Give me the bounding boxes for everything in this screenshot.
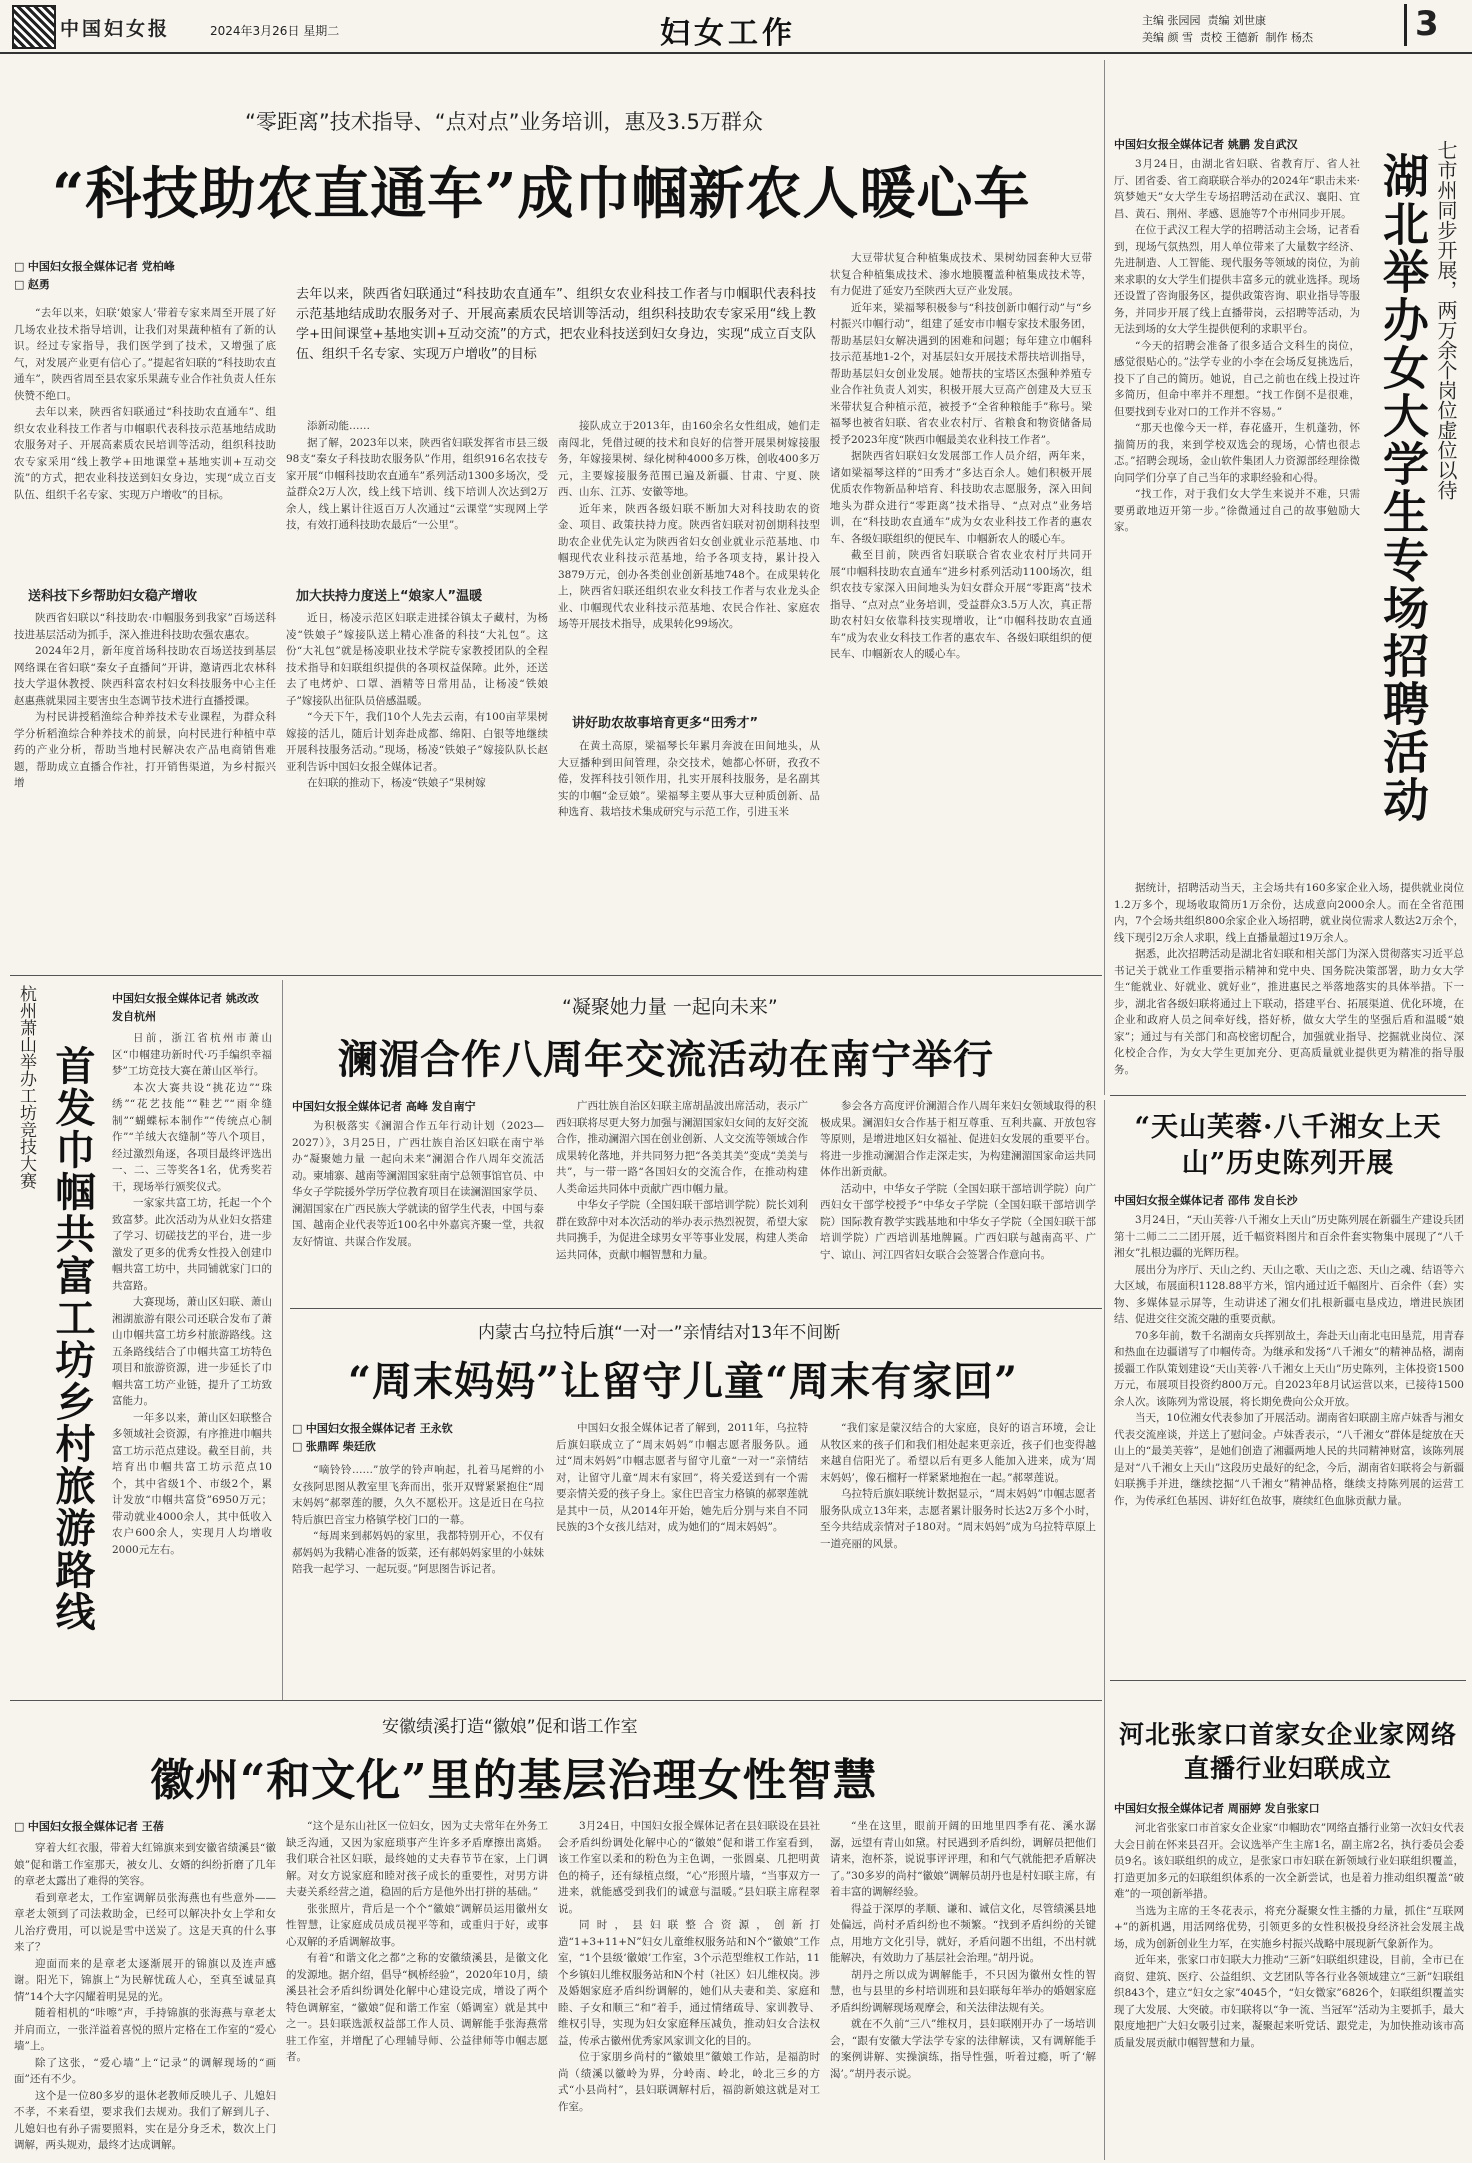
a7-kicker: 安徽绩溪打造“徽娘”促和谐工作室 [382, 1717, 638, 1737]
a1-col4: 大豆带状复合种植集成技术、果树幼园套种大豆带状复合种植集成技术、渗水地膜覆盖种植集成技术等，有力促进了延安乃至陕西大豆产业发展。 近年来，梁福琴积极参与“科技创新巾帼行动”与“乡村振兴巾帼行动”，组建了延安市巾帼专家技术服务团，帮助基层妇女解决遇到的困难和问题；每年建立巾帼科技示范基地1-2个，对基层妇女开展技术帮扶培训指导，帮助基层妇女创业发展。她帮扶的宝塔区杰强种养殖专业合作社负责人刘实，积极开展大豆高产创建及大豆玉米带状复合种植示范，被授予“全省种粮能手”称号。梁福琴也被省妇联、省农业农村厅、省粮食和物资储备局授予2023年度“陕西巾帼最美农业科技工作者”。 据陕西省妇联妇女发展部工作人员介绍，两年来，诸如梁福琴这样的“田秀才”多达百余人。她们积极开展优质农作物新品种培育、科技助农志愿服务，深入田间地头为群众进行“零距离”技术指导、“点对点”业务培训，在“科技助农直通车”成为女农业科技工作者的惠农车、各级妇联组织的便民车、巾帼新农人的暖心车。 截至目前，陕西省妇联联合省农业农村厅共同开展“巾帼科技助农直通车”进乡村系列活动1100场次，组织农技专家深入田间地头为妇女群众开展“零距离”技术指导、“点对点”业务培训，受益群众3.5万人次，真正帮助农村妇女依靠科技实现增收，让“巾帼科技助农直通车”成为农业女科技工作者的惠农车、各级妇联组织的便民车、巾帼新农人的暖心车。 [830, 252, 1092, 660]
divider [1110, 1680, 1466, 1681]
a2-title: 湖北举办女大学生专场招聘活动 [1376, 152, 1430, 824]
byline-line: □ 中国妇女报全媒体记者 王永钦 [292, 1422, 453, 1435]
a4-col2: 广西壮族自治区妇联主席胡晶波出席活动，表示广西妇联将尽更大努力加强与澜湄国家妇女间的友好交流合作，推动澜湄六国在创业创新、人文交流等领域合作成果转化落地，并共同努力把“各美其美”变成“美美与共”，与一带一路“各国妇女的交流合作，在推动构建人类命运共同体中贡献广西巾帼力量。 中华女子学院（全国妇联干部培训学院）院长刘利群在致辞中对本次活动的举办表示热烈祝贺，希望大家共同携手，为促进全球男女平等事业发展，构建人类命运共同体，贡献巾帼智慧和力量。 [556, 1100, 808, 1261]
a1-col1b: 陕西省妇联以“科技助农·巾帼服务到我家”百场送科技进基层活动为抓手，深入推进科技助农强农惠农。 2024年2月，新年度首场科技助农百场送技到基层网络课在省妇联“秦女子直播间”开讲，邀请西北农林科技大学退休教授、陕西科富农村妇女科技服务中心主任赵惠燕就果园主要害虫生态调节技术进行直播授课。 为村民讲授稻渔综合种养技术专业课程，为群众科学分析稻渔综合种养技术的前景，向村民进行种植中草药的产业分析，帮助当地村民解决农产品电商销售难题，帮助成立直播合作社，打开销售渠道，为乡村振兴增 [14, 612, 276, 789]
a1-kicker: “零距离”技术指导、“点对点”业务培训，惠及3.5万群众 [245, 110, 763, 134]
a5-title: “天山芙蓉·八千湘女上天山”历史陈列开展 [1134, 1112, 1442, 1179]
a1-col2b: 近日，杨凌示范区妇联走进揉谷镇太子藏村，为杨凌“铁娘子”嫁接队送上精心准备的科技“大礼包”。这份“大礼包”就是杨凌职业技术学院专家教授团队的全程技术指导和妇联组织提供的各项权益保障。此外，还送去了电烤炉、口罩、酒精等日常用品，让杨凌“铁娘子”嫁接队出征队员倍感温暖。 “今天下午，我们10个人先去云南，有100亩苹果树嫁接的活儿，随后计划奔赴成都、绵阳、白银等地继续开展科技服务活动。”现场，杨凌“铁娘子”嫁接队队长赵亚利告诉中国妇女报全媒体记者。 在妇联的推动下，杨凌“铁娘子”果树嫁 [286, 612, 548, 789]
a1-col3b: 在黄土高原，梁福琴长年累月奔波在田间地头，从大豆播种到田间管理，杂交技术，她都心怀研，孜孜不倦，发挥科技引领作用，扎实开展科技服务，是名副其实的巾帼“金豆娘”。梁福琴主要从事大豆种质创新、品种选育、栽培技术集成研究与示范工作，引进玉米 [558, 740, 820, 818]
divider [10, 975, 1102, 976]
a1-intro: 去年以来，陕西省妇联通过“科技助农直通车”、组织女农业科技工作者与巾帼职代表科技示范基地结成助农服务对子、开展高素质农民培训等活动，组织科技助农专家采用“线上教学+田间课堂+基地实训+互动交流”的方式，把农业科技送到妇女身边，实现“成立百支队伍、组织千名专家、实现万户增收”的目标 [296, 287, 816, 362]
a1-col2: 添新动能…… 据了解，2023年以来，陕西省妇联发挥省市县三级98支“秦女子科技助农服务队”作用，组织916名农技专家开展“巾帼科技助农直通车”系列活动1300多场次，受益群众2万人次，线上线下培训、线下培训人次达到2万余人，线上累计往返百万人次通过“云课堂”实现网上学技，有效打通科技助农最后“一公里”。 [286, 420, 548, 531]
a5-body: 3月24日，“天山芙蓉·八千湘女上天山”历史陈列展在新疆生产建设兵团第十二师二二二团开展，近千幅资料图片和百余件套实物集中展现了“八千湘女”扎根边疆的光辉历程。 展出分为序厅、天山之约、天山之歌、天山之恋、天山之魂、结语等六大区域，布展面积1128.88平方米，馆内通过近千幅图片、百余件（套）实物、多媒体显示屏等，生动讲述了湘女们扎根新疆屯垦戍边，增进民族团结、促进交往交流交融的重要贡献。 70多年前，数千名湖南女兵挥别故土，奔赴天山南北屯田垦荒，用青春和热血在边疆谱写了巾帼传奇。为继承和发扬“八千湘女”的精神品格，湖南援疆工作队策划建设“天山芙蓉·八千湘女上天山”历史陈列，主体投资1500万元，布展项目投资约800万元。自2023年8月试运营以来，已接待1500余人次。该陈列为常设展，将长期免费向公众开放。 当天，10位湘女代表参加了开展活动。湖南省妇联副主席卢妹香与湘女代表交流座谈，并送上了慰问金。卢妹香表示，“八千湘女”群体是绽放在天山上的“最美芙蓉”，是她们创造了湘疆两地人民的共同精神财富，该陈列展是对“八千湘女上天山”这段历史最好的纪念，今后，湖南省妇联将会与新疆妇联携手并进，继续挖掘“八千湘女”精神品格，继续支持陈列展的运营工作，为传承红色基因、讲好红色故事，赓续红色血脉贡献力量。 [1114, 1214, 1464, 1507]
credit: 主编 张园园 [1142, 14, 1201, 27]
editorial-credits [1142, 12, 1322, 46]
a6-title: “周末妈妈”让留守儿童“周末有家回” [348, 1358, 1019, 1405]
a1-title: “科技助农直通车”成巾帼新农人暖心车 [52, 161, 1031, 227]
a3-title: 首发巾帼共富工坊乡村旅游路线 [49, 1045, 96, 1633]
issue-date: 2024年3月26日 星期二 [210, 24, 340, 38]
section-title: 妇女工作 [660, 16, 796, 51]
byline-line: □ 张鼎晖 柴廷欣 [292, 1440, 376, 1453]
a2-body-top: 3月24日，由湖北省妇联、省教育厅、省人社厅、团省委、省工商联联合举办的2024年“职击未来·筑梦她天”女大学生专场招聘活动在武汉、襄阳、宜昌、黄石、荆州、孝感、恩施等7个市州同步开展。 在位于武汉工程大学的招聘活动主会场，记者看到，现场气氛热烈，用人单位带来了大量数字经济、先进制造、人工智能、现代服务等领域的岗位，为前来求职的女大学生们提供丰富多元的就业选择。现场还设置了咨询服务区，提供政策咨询、职业指导等服务，并同步开展了线上直播带岗，云招聘等活动，为无法到场的女大学生提供便利的求职平台。 “今天的招聘会准备了很多适合文科生的岗位，感觉很贴心的。”法学专业的小李在会场反复挑选后，投下了自己的简历。她说，自己之前也在线上投过许多简历，但命中率并不理想。“找工作倒不是很难，但要找到专业对口的工作并不容易。” “那天也像今天一样，春花盛开，生机蓬勃，怀揣简历的我，来到学校双选会的现场，心情也很忐忑。”招聘会现场，金山软件集团人力资源部经理徐微向同学们分享了自己当年的求职经验和心得。 “找工作，对于我们女大学生来说并不难，只需要勇敢地迈开第一步。”徐微通过自己的故事勉励大家。 [1114, 158, 1360, 533]
a3-byline: 中国妇女报全媒体记者 姚改改 发自杭州 [112, 992, 259, 1023]
divider [1104, 60, 1105, 1095]
a8-byline: 中国妇女报全媒体记者 周丽婷 发自张家口 [1114, 1802, 1320, 1815]
a8-body: 河北省张家口市首家女企业家“巾帼助农”网络直播行业第一次妇女代表大会日前在怀来县召开。会议选举产生主席1名，副主席2名，执行委员会委员9名。该妇联组织的成立，是张家口市妇联在新领域行业妇联组织覆盖，打造更加多元的妇联组织体系的一次全新尝试，也是着力推动组织覆盖“破难”的一项创新举措。 当选为主席的王冬花表示，将充分凝聚女性主播的力量，抓住“互联网+”的新机遇，用活网络优势，引领更多的女性积极投身经济社会发展主战场，成为创新创业生力军，在实施乡村振兴战略中展现新气象新作为。 近年来，张家口市妇联大力推动“三新”妇联组织建设，目前，全市已在商贸、建筑、医疗、公益组织、文艺团队等各行业各领域建立“三新”妇联组织843个，建立“妇女之家”4045个，“妇女微家”6826个，妇联组织覆盖实现了大发展、大突破。市妇联将以“争一流、当冠军”活动为主要抓手，最大限度地把广大妇女吸引过来，凝聚起来听党话、跟党走，为加快推动该市高质量发展贡献巾帼智慧和力量。 [1114, 1822, 1464, 2049]
a5-byline: 中国妇女报全媒体记者 邵伟 发自长沙 [1114, 1194, 1298, 1207]
a7-byline: □ 中国妇女报全媒体记者 王蓓 [14, 1820, 164, 1833]
a4-byline: 中国妇女报全媒体记者 高峰 发自南宁 [292, 1100, 476, 1113]
a7-col1: 穿着大红衣服，带着大红锦旗来到安徽省绩溪县“徽娘”促和谐工作室那天，被女儿、女婿的纠纷折磨了几年的章老太露出了难得的笑容。 看到章老太，工作室调解员张海燕也有些意外——章老太领到了司法救助金，已经可以解决扑女上学和女儿治疗费用，可以说是雪中送炭了。这是天真的什么事来了？ 迎面而来的是章老太逐渐展开的锦旗以及连声感谢。阳光下，锦旗上“为民解忧疏人心，至真至诚显真情”14个大字闪耀着明晃晃的光。 随着相机的“咔嚓”声，手持锦旗的张海燕与章老太并肩而立，一张洋溢着喜悦的照片定格在工作室的“爱心墙”上。 除了这张，“爱心墙”上“记录”的调解现场的“画面”还有不少。 这个是一位80多岁的退休老教师反映儿子、儿媳妇不孝，不来看望，要求我们去规劝。我们了解到儿子、儿媳妇也有孙子需要照料，实在是分身乏术，数次上门调解，两头规劝，最终才达成调解。 [14, 1842, 276, 2151]
a1-byline [14, 258, 214, 294]
a2-byline: 中国妇女报全媒体记者 姚鹏 发自武汉 [1114, 138, 1298, 151]
qr-code-icon [12, 5, 56, 49]
masthead [0, 0, 1472, 54]
a1-subheading-3: 讲好助农故事培育更多“田秀才” [572, 716, 759, 731]
credit: 制作 杨杰 [1265, 31, 1313, 44]
a6-col3: “我们家是蒙汉结合的大家庭，良好的语言环境，会让从牧区来的孩子们和我们相处起来更亲近，孩子们也变得越来越自信阳光了。希望以后有更多人能加入进来，成为‘周末妈妈’，像石榴籽一样紧紧地抱在一起。”郝翠莲说。 乌拉特后旗妇联统计数据显示，“周末妈妈”巾帼志愿者服务队成立13年来，志愿者累计服务时长达2万多个小时，至今共结成亲情对子180对。“周末妈妈”成为乌拉特草原上一道亮丽的风景。 [820, 1422, 1096, 1550]
a3-subtitle: 杭州萧山举办工坊竞技大赛 [16, 985, 36, 1189]
a1-subheading-2: 加大扶持力度送上“娘家人”温暖 [296, 589, 483, 604]
page-number: 3 [1404, 4, 1472, 46]
a7-col2: “这个是东山社区一位妇女，因为丈夫常年在外务工缺乏沟通，又因为家庭琐事产生许多矛盾摩擦出离婚。我们联合社区妇联，最终她的丈夫春节节在家，上门调解。对女方说家庭和睦对孩子成长的重要性，对男方讲夫妻关系经营之道，稳固的后方是他外出打拼的基础。” 张张照片，背后是一个个“徽娘”调解员运用徽州女性智慧，让家庭成员成员视平等和，或重归于好，或事心双解的矛盾调解故事。 有着“和谐文化之都”之称的安徽绩溪县，是徽文化的发源地。据介绍，倡导“枫桥经验”，2020年10月，绩溪县社会矛盾纠纷调处化解中心建设完成，增设了两个特色调解室，“徽娘”促和谐工作室（婚调室）就是其中之一。县妇联选派权益部工作人员、调解能手张海燕常驻工作室，并增配了心理辅导师、公益律师等巾帼志愿者。 [286, 1820, 548, 2063]
byline-line: □ 中国妇女报全媒体记者 党柏峰 [14, 260, 175, 273]
divider [10, 1700, 1102, 1701]
a4-col3: 参会各方高度评价澜湄合作八周年来妇女领域取得的积极成果。澜湄妇女合作基于相互尊重、互利共赢、开放包容等原则，是增进地区妇女福祉、促进妇女发展的重要平台。将进一步推动澜湄合作走深走实，为构建澜湄国家命运共同体作出新贡献。 活动中，中华女子学院（全国妇联干部培训学院）向广西妇女干部学校授予“中华女子学院（全国妇联干部培训学院）国际教育教学实践基地和中华女子学院（全国妇联干部培训学院）广西培训基地牌匾。广西妇联与越南高平、广宁、谅山、河江四省妇女联合会签署合作意向书。 [820, 1100, 1096, 1261]
a7-title: 徽州“和文化”里的基层治理女性智慧 [150, 1755, 878, 1806]
a4-title: 澜湄合作八周年交流活动在南宁举行 [338, 1036, 994, 1083]
divider [282, 980, 283, 1700]
divider [290, 1308, 1102, 1309]
byline-line: □ 赵勇 [14, 278, 50, 291]
a2-subtitle: 七市州同步开展，两万余个岗位虚位以待 [1434, 140, 1458, 500]
a2-body-bottom: 据统计，招聘活动当天，主会场共有160多家企业入场，提供就业岗位1.2万多个，现场收取简历1万余份，达成意向2000余人。而在全省范围内，7个会场共组织800余家企业入场招聘，就业岗位需求人数达2万余个，线下现引2万余人求职，线上直播量超过19万余人。 据悉，此次招聘活动是湖北省妇联和相关部门为深入贯彻落实习近平总书记关于就业工作重要指示精神和党中央、国务院决策部署，助力女大学生“能就业、好就业、就好业”，推进惠民之举落地落实的具体举措。下一步，湖北省各级妇联将通过上下联动，搭建平台、拓展渠道、优化环境，在企业和政府人员之间牵好线，搭好桥，做女大学生的坚强后盾和温暖“娘家”；通过与有关部门和高校密切配合，加强就业指导、挖掘就业岗位、深化校企合作，为女大学生更加充分、更高质量就业提供更为精准的指导服务。 [1114, 882, 1464, 1076]
a4-kicker: “凝聚她力量 一起向未来” [562, 996, 778, 1018]
credit: 责校 王德新 [1200, 31, 1259, 44]
a6-kicker: 内蒙古乌拉特后旗“一对一”亲情结对13年不间断 [478, 1323, 841, 1343]
a8-title: 河北张家口首家女企业家网络直播行业妇联成立 [1118, 1720, 1457, 1783]
a3-body: 日前，浙江省杭州市萧山区“巾帼建功新时代·巧手编织幸福梦”工坊竞技大赛在萧山区举行。 本次大赛共设“挑花边”“珠绣”“花艺技能”“鞋艺”“雨伞缝制”“蝴蝶标本制作”“传统点心制作”“羊绒大衣缝制”等八个项目，经过激烈角逐，各项目最终评选出一、二、三等奖各1名，优秀奖若干，现场举行颁奖仪式。 一家家共富工坊，托起一个个致富梦。此次活动为从业妇女搭建了学习、切磋技艺的平台，进一步激发了更多的优秀女性投入创建巾帼共富工坊中，共同铺就家门口的共富路。 大赛现场，萧山区妇联、萧山湘湖旅游有限公司还联合发布了萧山巾帼共富工坊乡村旅游路线。这五条路线结合了巾帼共富工坊特色项目和旅游资源，进一步延长了巾帼共富工坊产业链，提升了工坊致富能力。 一年多以来，萧山区妇联整合多领域社会资源，有序推进巾帼共富工坊示范点建设。截至目前，共培育出巾帼共富工坊示范点10个，其中省级1个、市级2个，累计发放“巾帼共富贷”6950万元；带动就业4000余人，其中低收入农户600余人，实现月人均增收2000元左右。 [112, 1032, 272, 1556]
a6-col1: “嘀铃铃……”放学的铃声响起，扎着马尾辫的小女孩阿思图从教室里飞奔而出，张开双臂紧紧抱住“周末妈妈”郝翠莲的腰，久久不愿松开。这是近日在乌拉特后旗巴音宝力格镇学校门口的一幕。 “每周来到郝妈妈的家里，我都特别开心，不仅有郝妈妈为我精心准备的饭菜，还有郝妈妈家里的小妹妹陪我一起学习、一起玩耍。”阿思图告诉记者。 [292, 1464, 544, 1575]
newspaper-logo: 中国妇女报 [60, 18, 171, 40]
a1-subheading-1: 送科技下乡帮助妇女稳产增收 [28, 589, 198, 604]
a1-col1: “去年以来，妇联‘娘家人’带着专家来周至开展了好几场农业技术指导培训，让我们对果蔬种植有了新的认识。经过专家指导，我们医学到了技术，又增强了底气，对发展产业更有信心了。”提起省妇联的“科技助农直通车”，陕西省周至县农家乐果蔬专业合作社负责人任东侠赞不绝口。 去年以来，陕西省妇联通过“科技助农直通车”、组织女农业科技工作者与巾帼职代表科技示范基地结成助农服务对子、开展高素质农民培训等活动，组织科技助农专家采用“线上教学+田地课堂+基地实训+互动交流”的方式，把农业科技送到妇女身边，实现“成立百支队伍、组织千名专家、实现万户增收”的目标。 [14, 307, 276, 501]
a6-byline [292, 1420, 544, 1456]
divider [1104, 1100, 1105, 2160]
a6-col2: 中国妇女报全媒体记者了解到，2011年，乌拉特后旗妇联成立了“周末妈妈”巾帼志愿者服务队。通过“周末妈妈”巾帼志愿者与留守儿童“一对一”亲情结对，让留守儿童“周末有家回”，将关爱送到有一个需要亲情关爱的孩子身上。家住巴音宝力格镇的郝翠莲就是其中一员，从2014年开始，她先后分别与来自不同民族的3个女孩儿结对，成为她们的“周末妈妈”。 [556, 1422, 808, 1533]
a4-col1: 为积极落实《澜湄合作五年行动计划（2023—2027）》，3月25日，广西壮族自治区妇联在南宁举办“凝聚她力量 一起向未来”澜湄合作八周年交流活动。柬埔寨、越南等澜湄国家驻南宁总领事馆官员、中华女子学院援外学历学位教育项目在读澜湄国家学员、澜湄国家在广西民族大学就读的留学生代表，中国与泰国、越南企业代表等近100名中外嘉宾齐聚一堂，共叙友好情谊、共谋合作发展。 [292, 1120, 544, 1248]
a1-col3: 接队成立于2013年，由160余名女性组成，她们走南闯北，凭借过硬的技术和良好的信誉开展果树嫁接服务，年嫁接果树、绿化树种4000多万株，创收400多万元，主要嫁接服务范围已遍及新疆、甘肃、宁夏、陕西、山东、江苏、安徽等地。 近年来，陕西各级妇联不断加大对科技助农的资金、项目、政策扶持力度。陕西省妇联对初创期科技型助农企业优先认定为陕西省妇女创业就业示范基地、巾帼现代农业科技示范基地，给予各项支持，累计投入3879万元，创办各类创业创新基地748个。在成果转化上，陕西省妇联还组织农业女科技工作者与农业龙头企业、巾帼现代农业科技示范基地、农民合作社、家庭农场等开展技术指导，成果转化99场次。 [558, 420, 820, 630]
credit: 美编 颜 雪 [1142, 31, 1193, 44]
divider [1110, 1095, 1466, 1096]
a7-col4: “坐在这里，眼前开阔的田地里四季有花、溪水潺潺，远望有青山如黛。村民遇到矛盾纠纷，调解员把他们请来，泡杯茶，说说事评评理，和和气气就能把矛盾解决了。”30多岁的尚村“徽娘”调解员胡丹也是村妇联主席，有着丰富的调解经验。 得益于深厚的孝顺、谦和、诚信文化，尽管绩溪县地处偏远，尚村矛盾纠纷也不频繁。“找到矛盾纠纷的关键点，用地方文化引导，就好，矛盾问题不出组，不出村就能解决，有效助力了基层社会治理。”胡丹说。 胡丹之所以成为调解能手，不只因为徽州女性的智慧，也与县里的乡村培训班和县妇联每年举办的婚姻家庭矛盾纠纷调解现场观摩会，和关法律法规有关。 就在不久前“三八”维权月，县妇联刚开办了一场培训会，“跟有安徽大学法学专家的法律解读，又有调解能手的案例讲解、实操演练，指导性强，听着过瘾，听了‘解渴’。”胡丹表示说。 [830, 1820, 1096, 2080]
a7-col3: 3月24日，中国妇女报全媒体记者在县妇联设在县社会矛盾纠纷调处化解中心的“徽娘”促和谐工作室看到，该工作室以柔和的粉色为主色调，一张圆桌、几把明黄色的椅子，还有绿植点缀，“心”形照片墙，“当事双方一进来，就能感受到我们的诚意与温暖。”县妇联主席程翠说。 同时，县妇联整合资源，创新打造“1+3+11+N”妇女儿童维权服务站和N个“徽娘”工作室，“1个县级‘徽娘’工作室，3个示范型维权工作站，11个乡镇妇儿维权服务站和N个村（社区）妇儿维权岗。涉及婚姻家庭矛盾纠纷调解的，她们从夫妻和美、家庭和睦、子女和顺三“和”着手，通过情绪疏导、家训教导、维权引导，实现为妇女家庭释压减负，推动妇女合法权益，传承古徽州优秀家风家训文化的目的。 位于家朋乡尚村的“徽娘里”徽娘工作站，是福韵时尚（绩溪以徽岭为界，分岭南、岭北，岭北三乡的方式“小县尚村”，县妇联调解村后，福韵新娘这就是对工作室。 [558, 1820, 820, 2113]
credit: 责编 刘世康 [1207, 14, 1266, 27]
